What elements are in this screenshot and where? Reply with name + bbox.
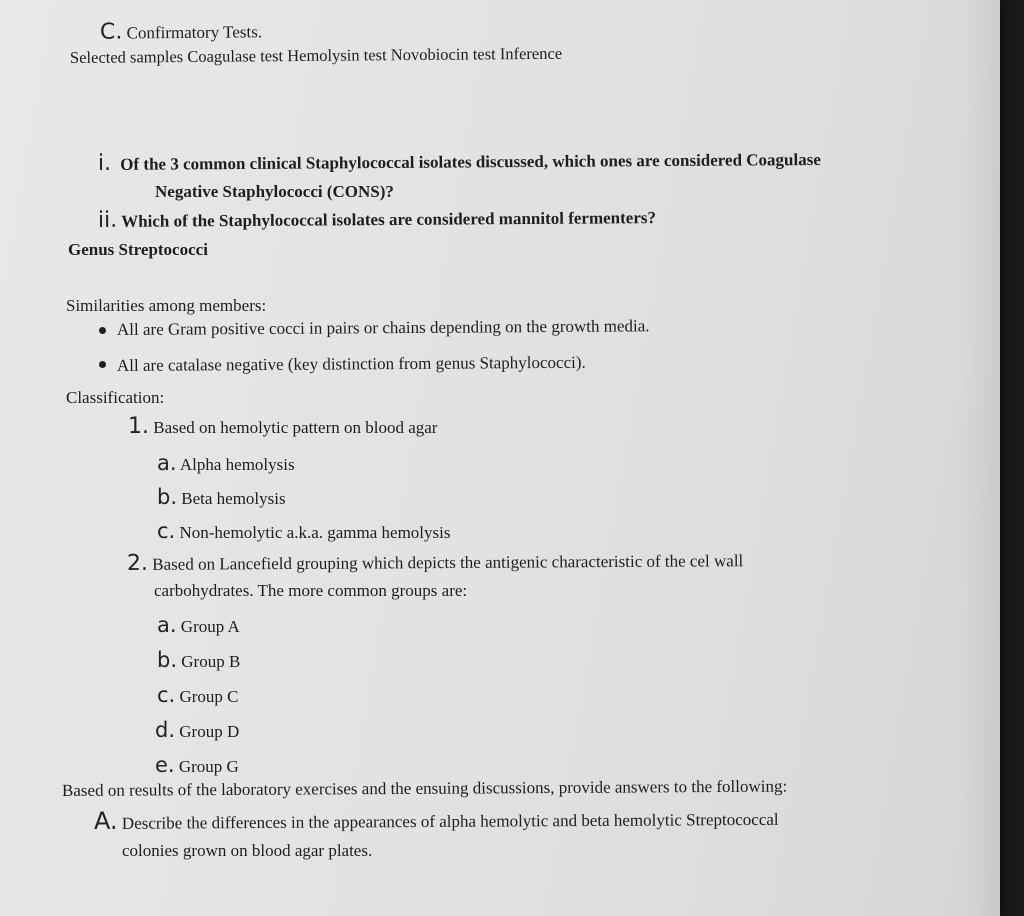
item-text: Group G — [178, 757, 239, 776]
question-i-line2: Negative Staphylococci (CONS)? — [155, 182, 394, 201]
hemolysis-item — [157, 487, 286, 509]
classification-group-1 — [128, 414, 438, 439]
question-ii — [98, 207, 656, 232]
item-marker: b. — [157, 485, 178, 509]
group-1-marker: 1. — [128, 414, 149, 439]
group-1-text: Based on hemolytic pattern on blood agar — [153, 418, 438, 437]
similarities-heading: Similarities among members: — [66, 296, 267, 315]
item-marker: d. — [155, 718, 176, 742]
item-text: Alpha hemolysis — [179, 455, 295, 474]
item-text: Group A — [180, 617, 240, 636]
question-a-line1: Describe the differences in the appearances of alpha hemolytic and beta hemolytic Streptococcal — [121, 809, 779, 833]
question-i-marker: i. — [97, 150, 112, 176]
classification-heading: Classification: — [66, 388, 165, 407]
lancefield-item — [157, 685, 239, 707]
item-marker: c. — [157, 683, 176, 707]
group-2-line2: carbohydrates. The more common groups are: — [154, 581, 468, 600]
item-text: Group B — [181, 652, 241, 671]
table-columns-line: Selected samples Coagulase test Hemolysin test Novobiocin test Inference — [69, 43, 563, 67]
genus-heading: Genus Streptococci — [68, 240, 208, 259]
item-text: Non-hemolytic a.k.a. gamma hemolysis — [179, 523, 451, 542]
item-marker: a. — [157, 613, 177, 637]
question-a-marker: A. — [93, 806, 118, 835]
hemolysis-item — [157, 521, 450, 543]
item-text: Group C — [179, 687, 239, 706]
lancefield-item — [155, 755, 239, 777]
group-2-marker: 2. — [126, 550, 149, 576]
item-text: Beta hemolysis — [181, 489, 286, 508]
classification-group-2 — [127, 550, 743, 575]
group-2-line1: Based on Lancefield grouping which depicts the antigenic characteristic of the cel wall — [152, 551, 744, 574]
item-marker: b. — [157, 648, 178, 672]
confirmatory-heading-text: Confirmatory Tests. — [126, 22, 263, 43]
page-edge-shadow — [960, 0, 1000, 916]
confirmatory-heading — [100, 21, 262, 43]
bullet-icon — [99, 327, 106, 334]
bullet-icon — [99, 361, 106, 368]
instructions-line: Based on results of the laboratory exercises and the ensuing discussions, provide answers to the following: — [61, 776, 788, 800]
item-marker: c. — [157, 519, 176, 543]
lancefield-item — [157, 615, 240, 637]
item-marker: a. — [157, 451, 177, 475]
question-i — [98, 149, 821, 175]
question-a — [94, 807, 779, 834]
lancefield-item — [157, 650, 240, 672]
similarity-item: All are catalase negative (key distinction from genus Staphylococci). — [116, 352, 586, 375]
question-ii-line1: Which of the Staphylococcal isolates are considered mannitol fermenters? — [121, 208, 657, 231]
similarity-item: All are Gram positive cocci in pairs or chains depending on the growth media. — [116, 316, 650, 339]
question-ii-marker: ii. — [97, 207, 118, 233]
lancefield-item — [155, 720, 239, 742]
hemolysis-item — [157, 453, 295, 475]
question-a-line2: colonies grown on blood agar plates. — [122, 841, 373, 860]
section-marker: C. — [99, 19, 123, 45]
question-i-line1: Of the 3 common clinical Staphylococcal isolates discussed, which ones are considered Coagulase — [120, 149, 821, 174]
item-marker: e. — [155, 753, 175, 777]
item-text: Group D — [179, 722, 240, 741]
